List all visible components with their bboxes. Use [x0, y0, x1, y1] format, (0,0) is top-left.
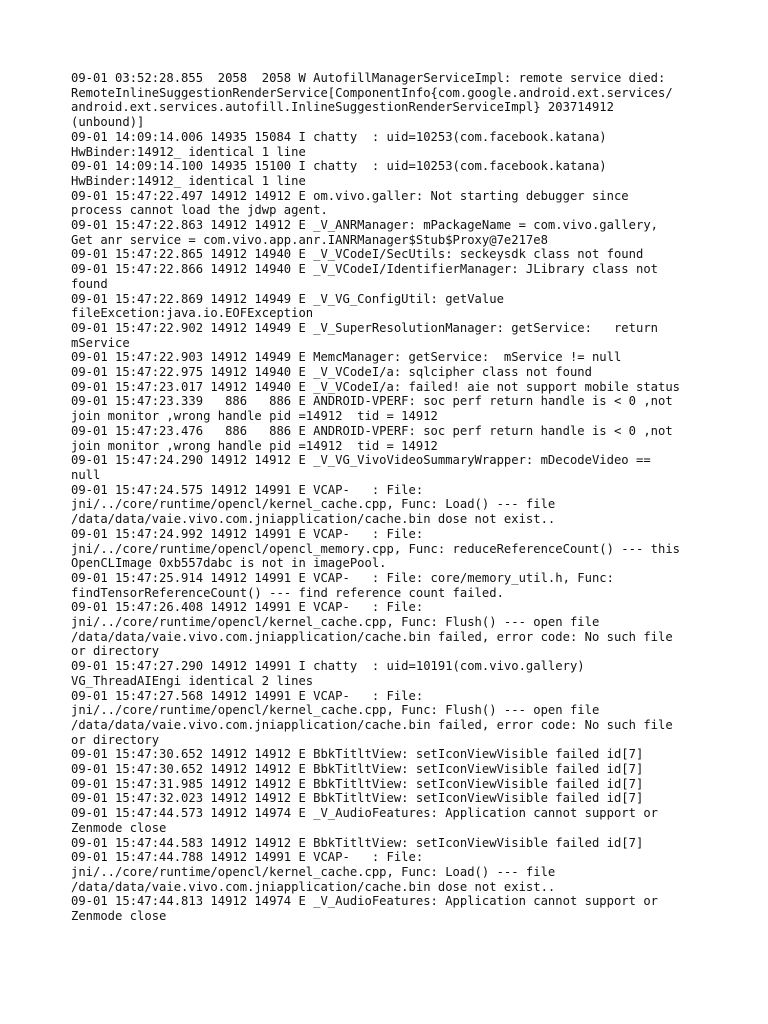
log-line: 09-01 15:47:30.652 14912 14912 E BbkTitltView: setIconViewVisible failed id[7]	[71, 762, 644, 777]
log-line: 09-01 15:47:31.985 14912 14912 E BbkTitltView: setIconViewVisible failed id[7]	[71, 776, 644, 791]
log-line: 09-01 15:47:24.992 14912 14991 E VCAP- : File:	[71, 526, 424, 541]
log-line: 09-01 15:47:44.583 14912 14912 E BbkTitltView: setIconViewVisible failed id[7]	[71, 835, 644, 850]
log-line: 09-01 15:47:22.863 14912 14912 E _V_ANRManager: mPackageName = com.vivo.gallery,	[71, 218, 658, 233]
log-line: 09-01 15:47:27.290 14912 14991 I chatty : uid=10191(com.vivo.gallery)	[71, 659, 585, 674]
log-line: /data/data/vaie.vivo.com.jniapplication/cache.bin failed, error code: No such file	[71, 629, 673, 644]
log-line: /data/data/vaie.vivo.com.jniapplication/cache.bin dose not exist..	[71, 512, 556, 527]
log-line: 09-01 15:47:26.408 14912 14991 E VCAP- : File:	[71, 600, 424, 615]
log-line: jni/../core/runtime/opencl/kernel_cache.cpp, Func: Flush() --- open file	[71, 615, 600, 630]
log-line: 09-01 15:47:27.568 14912 14991 E VCAP- : File:	[71, 688, 424, 703]
log-line: 09-01 15:47:22.903 14912 14949 E MemcManager: getService: mService != null	[71, 350, 622, 365]
log-line: 09-01 15:47:25.914 14912 14991 E VCAP- : File: core/memory_util.h, Func:	[71, 570, 614, 585]
log-line: process cannot load the jdwp agent.	[71, 203, 328, 218]
log-line: 09-01 15:47:22.865 14912 14940 E _V_VCodeI/SecUtils: seckeysdk class not found	[71, 247, 644, 262]
log-line: 09-01 15:47:23.017 14912 14940 E _V_VCodeI/a: failed! aie not support mobile status	[71, 379, 681, 394]
log-line: 09-01 15:47:44.573 14912 14974 E _V_AudioFeatures: Application cannot support or	[71, 806, 658, 821]
log-line: 09-01 15:47:22.869 14912 14949 E _V_VG_ConfigUtil: getValue	[71, 291, 504, 306]
log-line: 09-01 15:47:32.023 14912 14912 E BbkTitltView: setIconViewVisible failed id[7]	[71, 791, 644, 806]
log-line: join monitor ,wrong handle pid =14912 tid = 14912	[71, 409, 438, 424]
log-line: null	[71, 467, 101, 482]
log-line: jni/../core/runtime/opencl/opencl_memory.cpp, Func: reduceReferenceCount() --- this	[71, 541, 681, 556]
log-line: Zenmode close	[71, 820, 167, 835]
log-line: found	[71, 276, 108, 291]
log-line: jni/../core/runtime/opencl/kernel_cache.cpp, Func: Load() --- file	[71, 864, 556, 879]
log-line: 09-01 15:47:22.975 14912 14940 E _V_VCodeI/a: sqlcipher class not found	[71, 365, 592, 380]
log-line: 09-01 15:47:44.813 14912 14974 E _V_AudioFeatures: Application cannot support or	[71, 894, 658, 909]
log-line: 09-01 15:47:24.290 14912 14912 E _V_VG_VivoVideoSummaryWrapper: mDecodeVideo ==	[71, 453, 651, 468]
log-line: jni/../core/runtime/opencl/kernel_cache.cpp, Func: Flush() --- open file	[71, 703, 600, 718]
log-line: 09-01 15:47:22.902 14912 14949 E _V_SuperResolutionManager: getService: return	[71, 320, 658, 335]
log-line: join monitor ,wrong handle pid =14912 tid = 14912	[71, 438, 438, 453]
log-document	[71, 71, 731, 924]
log-line: mService	[71, 335, 130, 350]
log-line: RemoteInlineSuggestionRenderService[ComponentInfo{com.google.android.ext.services/	[71, 85, 673, 100]
log-line: (unbound)]	[71, 115, 145, 130]
log-line: HwBinder:14912_ identical 1 line	[71, 173, 306, 188]
log-line: 09-01 03:52:28.855 2058 2058 W AutofillManagerServiceImpl: remote service died:	[71, 71, 666, 85]
log-line: or directory	[71, 732, 160, 747]
log-line: 09-01 15:47:22.497 14912 14912 E om.vivo.galler: Not starting debugger since	[71, 188, 629, 203]
log-line: Get anr service = com.vivo.app.anr.IANRManager$Stub$Proxy@7e217e8	[71, 232, 548, 247]
log-line: 09-01 15:47:23.339 886 886 E ANDROID-VPERF: soc perf return handle is < 0 ,not	[71, 394, 673, 409]
log-line: 09-01 14:09:14.100 14935 15100 I chatty : uid=10253(com.facebook.katana)	[71, 159, 607, 174]
log-line: OpenCLImage 0xb557dabc is not in imagePool.	[71, 556, 387, 571]
log-line: VG_ThreadAIEngi identical 2 lines	[71, 673, 314, 688]
log-line: HwBinder:14912_ identical 1 line	[71, 144, 306, 159]
log-line: 09-01 15:47:30.652 14912 14912 E BbkTitltView: setIconViewVisible failed id[7]	[71, 747, 644, 762]
log-line: 09-01 15:47:24.575 14912 14991 E VCAP- : File:	[71, 482, 424, 497]
log-line: android.ext.services.autofill.InlineSuggestionRenderServiceImpl} 203714912	[71, 100, 614, 115]
log-line: jni/../core/runtime/opencl/kernel_cache.cpp, Func: Load() --- file	[71, 497, 556, 512]
log-line: 09-01 15:47:23.476 886 886 E ANDROID-VPERF: soc perf return handle is < 0 ,not	[71, 423, 673, 438]
log-line: /data/data/vaie.vivo.com.jniapplication/cache.bin failed, error code: No such file	[71, 717, 673, 732]
log-line: Zenmode close	[71, 909, 167, 924]
log-line: 09-01 15:47:22.866 14912 14940 E _V_VCodeI/IdentifierManager: JLibrary class not	[71, 262, 658, 277]
log-line: or directory	[71, 644, 160, 659]
log-line: 09-01 14:09:14.006 14935 15084 I chatty : uid=10253(com.facebook.katana)	[71, 129, 607, 144]
log-line: findTensorReferenceCount() --- find reference count failed.	[71, 585, 504, 600]
log-line: 09-01 15:47:44.788 14912 14991 E VCAP- : File:	[71, 850, 424, 865]
log-line: /data/data/vaie.vivo.com.jniapplication/cache.bin dose not exist..	[71, 879, 556, 894]
log-line: fileExcetion:java.io.EOFException	[71, 306, 314, 321]
